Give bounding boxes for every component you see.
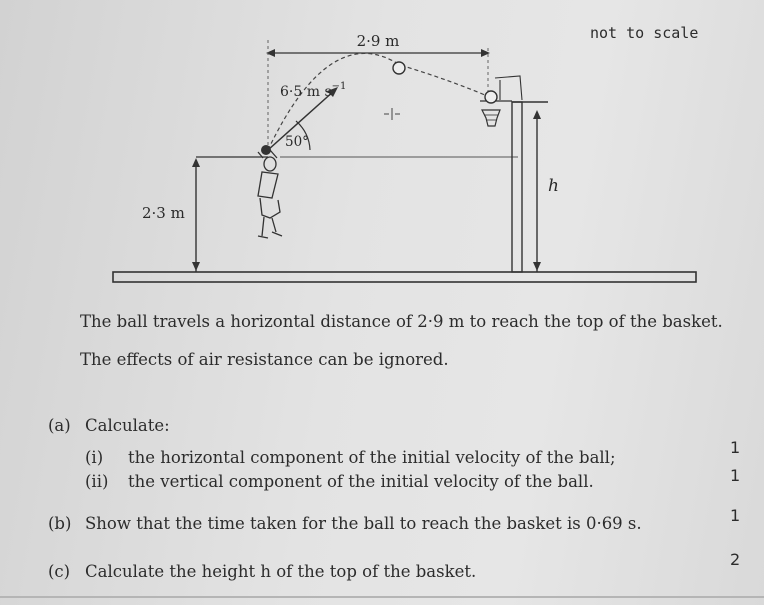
speed-label: 6·5 m $s^{-1}$	[280, 81, 347, 100]
question-c-marks: 2	[730, 550, 741, 569]
question-a-i-marks: 1	[730, 438, 741, 457]
arrowhead-right	[481, 49, 490, 57]
basket-bracket	[495, 76, 522, 100]
basket-height-label: h	[548, 176, 559, 196]
intro-line-1: The ball travels a horizontal distance of 2·9 m to reach the top of the basket.	[80, 312, 723, 331]
question-a-letter: (a)	[48, 416, 71, 435]
projectile-diagram	[0, 0, 764, 300]
basket-pole	[512, 102, 522, 272]
question-a-i-text: the horizontal component of the initial velocity of the ball;	[128, 448, 616, 467]
basket-net	[482, 110, 500, 126]
question-c-letter: (c)	[48, 562, 71, 581]
not-to-scale-note: not to scale	[590, 24, 699, 42]
ground	[113, 272, 696, 282]
question-a-ii-marks: 1	[730, 466, 741, 485]
question-b-letter: (b)	[48, 514, 72, 533]
question-c-text: Calculate the height h of the top of the basket.	[85, 562, 477, 581]
question-a-ii-text: the vertical component of the initial velocity of the ball.	[128, 472, 594, 491]
player-figure	[258, 150, 282, 238]
arrowhead-down	[192, 262, 200, 271]
angle-label: 50°	[285, 134, 309, 150]
arrowhead-up	[533, 110, 541, 119]
ball-release	[261, 145, 271, 155]
distance-label: 2·9 m	[356, 32, 400, 50]
question-b-text: Show that the time taken for the ball to reach the basket is 0·69 s.	[85, 514, 642, 533]
ball-at-basket	[485, 91, 497, 103]
question-b-marks: 1	[730, 506, 741, 525]
speed-exponent: −1	[331, 81, 347, 92]
arrowhead-down	[533, 262, 541, 271]
arrowhead-left	[266, 49, 275, 57]
arrowhead-up	[192, 158, 200, 167]
question-a-text: Calculate:	[85, 416, 170, 435]
player-height-label: 2·3 m	[142, 204, 185, 222]
page-bottom-rule	[0, 596, 764, 598]
ball-apex	[393, 62, 405, 74]
position-marker	[384, 108, 400, 120]
question-a-ii-number: (ii)	[85, 472, 109, 491]
intro-line-2: The effects of air resistance can be ignored.	[80, 350, 449, 369]
question-a-i-number: (i)	[85, 448, 104, 467]
